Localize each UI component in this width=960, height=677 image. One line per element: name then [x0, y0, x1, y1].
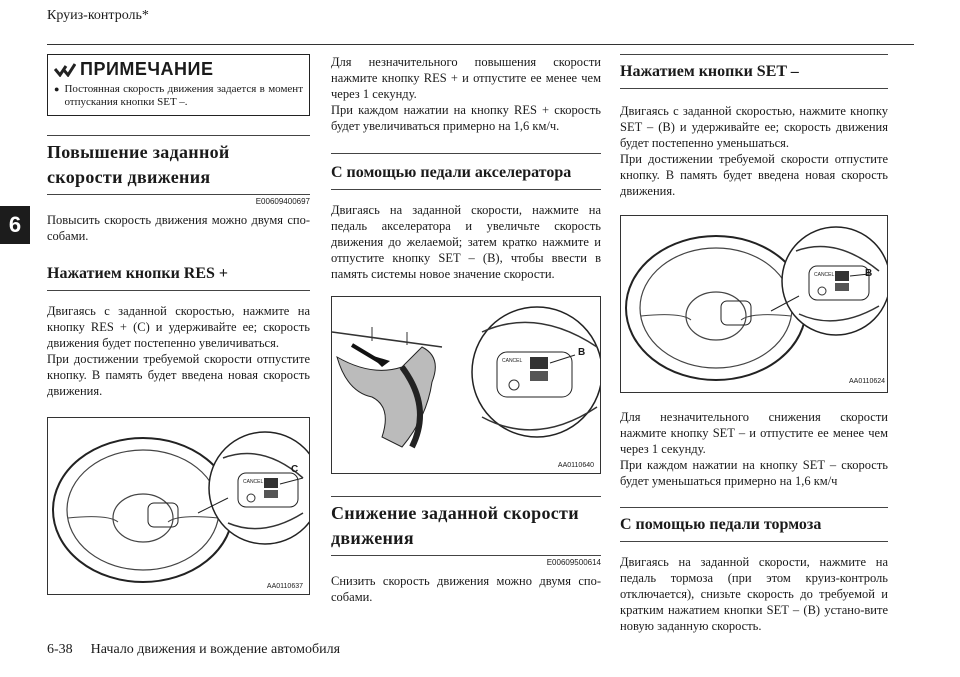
figure-label: AA0110637 — [266, 583, 303, 590]
column-3 — [620, 54, 888, 634]
figure-label: AA0110640 — [557, 462, 594, 469]
page-header: Круиз-контроль* — [47, 8, 149, 23]
bullet-icon: ● — [54, 84, 60, 94]
subheading-set: Нажатием кнопки SET – — [620, 54, 888, 89]
steering-wheel-illustration — [48, 418, 310, 595]
paragraph: Для незначительного повышения скорости нажмите кнопку RES + и отпустите ее менее чем через 1 секунду. — [331, 55, 601, 101]
subheading-accelerator: С помощью педали акселератора — [331, 153, 601, 190]
steering-wheel-figure — [47, 417, 310, 595]
page-number: 6-38 — [47, 642, 73, 657]
steering-wheel-figure — [620, 215, 888, 393]
footer-section: Начало движения и вождение автомобиля — [90, 642, 341, 657]
paragraph: При каждом нажатии на кнопку RES + скорость будет увеличиваться примерно на 1,6 км/ч. — [331, 103, 601, 133]
note-title-text: ПРИМЕЧАНИЕ — [80, 59, 214, 79]
paragraph: Для незначительного снижения скорости нажмите кнопку SET – и отпустите ее менее чем через 1 секунду. — [620, 410, 888, 456]
chapter-tab: 6 — [0, 206, 30, 244]
paragraph: Двигаясь на заданной скорости, нажмите на педаль тормоза (при этом круиз-контроль отключается), снизьте скорость до требуемой и кратким нажатием кнопки SET – (B) устано-вите новую заданную скорость. — [620, 555, 888, 633]
paragraph: Двигаясь с заданной скоростью, нажмите на кнопку RES + (C) и удерживайте ее; скорость движения будет постепенно увеличиваться. — [47, 304, 310, 350]
subheading-res: Нажатием кнопки RES + — [47, 263, 310, 291]
column-1 — [47, 54, 310, 595]
note-box — [47, 54, 310, 116]
paragraph: Двигаясь на заданной скорости, нажмите на педаль акселератора и увеличьте скорость движения до желаемой; затем кратко нажмите и отпустите кнопку SET – (B), чтобы ввести в память системы новое значение скорости. — [331, 203, 601, 281]
note-item — [54, 83, 303, 109]
figure-label: AA0110624 — [849, 378, 886, 385]
section-code: E00609400697 — [255, 197, 310, 206]
accelerator-illustration — [332, 297, 601, 474]
cancel-label: CANCEL — [243, 479, 264, 485]
accelerator-figure — [331, 296, 601, 474]
subheading-brake: С помощью педали тормоза — [620, 507, 888, 542]
paragraph: Двигаясь с заданной скоростью, нажмите кнопку SET – (B) и удерживайте ее; скорость движения будет постепенно уменьшаться. — [620, 104, 888, 150]
section-code: E00609500614 — [546, 558, 601, 567]
header-divider — [47, 44, 914, 45]
callout-label: B — [578, 347, 586, 358]
column-2 — [331, 54, 601, 605]
note-title — [54, 59, 303, 80]
paragraph: При достижении требуемой скорости отпустите кнопку. В память будет введена новая скорость движения. — [47, 352, 310, 398]
page-footer — [47, 642, 340, 658]
note-checkmark-icon — [54, 63, 76, 77]
section-heading: Повышение заданной скорости движения — [47, 135, 310, 195]
paragraph: Снизить скорость движения можно двумя спо-собами. — [331, 574, 601, 604]
section-heading: Снижение заданной скорости движения — [331, 496, 601, 556]
cancel-label: CANCEL — [502, 358, 523, 364]
callout-label: B — [865, 268, 873, 279]
intro-text: Повысить скорость движения можно двумя спо-собами. — [47, 213, 310, 243]
paragraph: При достижении требуемой скорости отпустите кнопку. В память будет введена новая скорость движения. — [620, 152, 888, 198]
callout-label: C — [291, 464, 299, 475]
note-item-text: Постоянная скорость движения задается в момент отпускания кнопки SET –. — [64, 83, 303, 108]
steering-wheel-illustration — [621, 216, 888, 393]
cancel-label: CANCEL — [814, 272, 835, 278]
paragraph: При каждом нажатии на кнопку SET – скорость будет уменьшаться примерно на 1,6 км/ч — [620, 458, 888, 488]
